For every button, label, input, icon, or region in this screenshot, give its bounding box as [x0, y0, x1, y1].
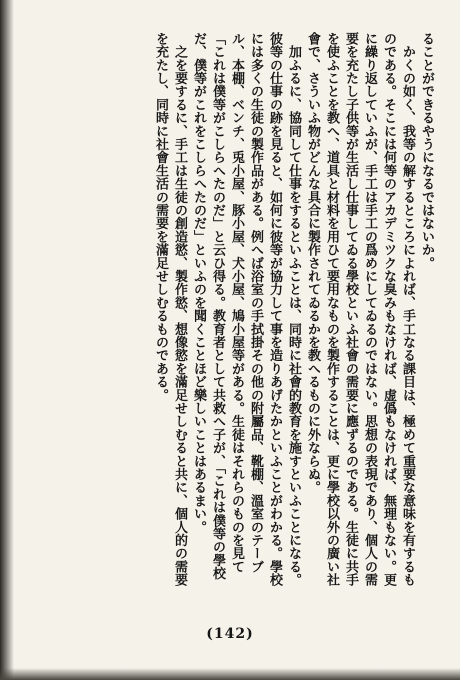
page-number: (142) — [206, 626, 254, 642]
vertical-body-text: ることができるやうになるではないか。 かくの如く、我等の解するところによれば、手工なる課目は、極めて重要な意味を有するものである。そこには何等のアカデミツクな臭みもなければ、虚僞もなければ、無理もない。更に繰り返していふが、手工は手工の爲めにしてゐるのではない。思想の表現であり、個人の需要を充たし子供等が生活し仕事してゐる學校といふ社會の需要に應ずるのである。生徒に共手を使ふことを教へ、道具と材料を用ひて要用なものを製作することは、更に學校以外の廣い社會で、さういふ物がどんな具合に製作されてゐるかを教へるものに外ならぬ。 加ふるに、協同して仕事をするといふことは、同時に社會的教育を施すといふことになる。彼等の仕事の跡を見ると、如何に彼等が協力して事を造りあげたかといふことがわかる。學校には多くの生徒の製作品がある。例へば浴室の手拭掛その他の附屬品、靴棚、溫室のテーブル、本棚、ベンチ、兎小屋、豚小屋、犬小屋、鳩小屋等がある。生徒はそれらのものを見て「これは僕等がこしらへたのだ」と云ひ得る。教育者として共救へ子が、「これは僕等の學校だ、僕等がこれをこしらへたのだ」といふのを聞くことほど樂しいことはあるまい。 之を要するに、手工は生徒の創造慾、製作慾、想像慾を滿足せしむると共に、個人的の需要を充たし、同時に社會生活の需要を滿足せしむるものである。 — [153, 32, 434, 587]
